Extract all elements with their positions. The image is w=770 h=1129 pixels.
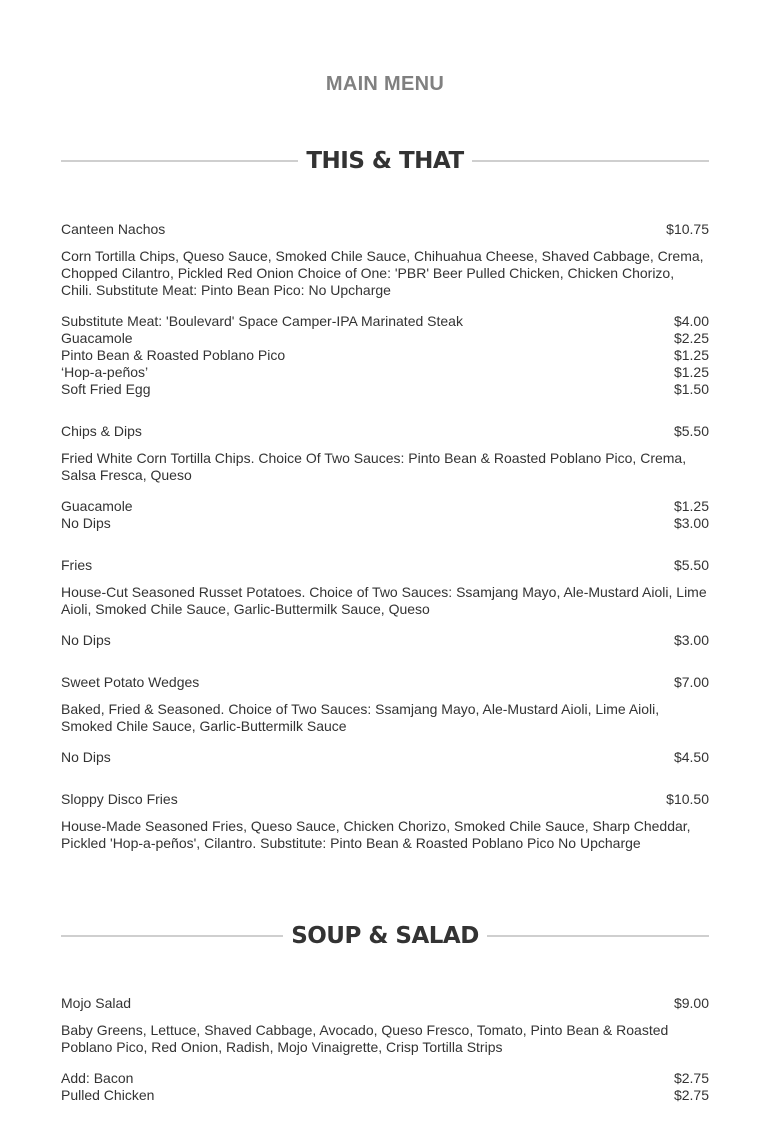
- menu-item-header: [61, 557, 709, 574]
- menu-item-description: Corn Tortilla Chips, Queso Sauce, Smoked Chile Sauce, Chihuahua Cheese, Shaved Cabbage, Crema, Chopped Cilantro, Pickled Red Onion Choice of One: 'PBR' Beer Pulled Chicken, Chicken Chorizo, Chili. Substitute Meat: Pinto Bean Pico: No Upcharge: [61, 248, 704, 298]
- section-this-and-that: [61, 221, 709, 877]
- addon-name: Guacamole: [61, 498, 133, 514]
- section-title: THIS & THAT: [306, 148, 464, 174]
- addon-row: [61, 1070, 709, 1087]
- addon-price: $1.25: [673, 347, 709, 363]
- menu-item-description: House-Made Seasoned Fries, Queso Sauce, Chicken Chorizo, Smoked Chile Sauce, Sharp Cheddar, Pickled 'Hop-a-peños', Cilantro. Substitute: Pinto Bean & Roasted Poblano Pico No Upcharge: [61, 818, 691, 851]
- menu-item-description: House-Cut Seasoned Russet Potatoes. Choice of Two Sauces: Ssamjang Mayo, Ale-Mustard Aioli, Lime Aioli, Smoked Chile Sauce, Garlic-Buttermilk Sauce, Queso: [61, 584, 707, 617]
- menu-item-chips-and-dips: [61, 423, 709, 532]
- section-divider-left: [61, 160, 298, 162]
- addon-price: $3.00: [673, 632, 709, 648]
- addon-price: $2.75: [673, 1087, 709, 1103]
- section-divider-left: [61, 935, 283, 937]
- addon-price: $1.25: [673, 498, 709, 514]
- menu-item-addons: [61, 498, 709, 532]
- menu-item-price: $5.50: [673, 423, 709, 439]
- section-divider-right: [472, 160, 709, 162]
- menu-item-name: Canteen Nachos: [61, 221, 166, 237]
- menu-item-sloppy-disco-fries: [61, 791, 709, 852]
- menu-item-description: Baked, Fried & Seasoned. Choice of Two Sauces: Ssamjang Mayo, Ale-Mustard Aioli, Lime Aioli, Smoked Chile Sauce, Garlic-Buttermilk Sauce: [61, 701, 660, 734]
- addon-name: No Dips: [61, 632, 111, 648]
- addon-row: [61, 313, 709, 330]
- addon-name: ‘Hop-a-peños’: [61, 364, 149, 380]
- menu-item-header: [61, 791, 709, 808]
- menu-item-price: $10.75: [666, 221, 709, 237]
- addon-price: $1.25: [673, 364, 709, 380]
- menu-item-addons: [61, 1070, 709, 1104]
- menu-item-addons: [61, 632, 709, 649]
- addon-name: No Dips: [61, 515, 111, 531]
- addon-name: Pinto Bean & Roasted Poblano Pico: [61, 347, 286, 363]
- addon-price: $3.00: [673, 515, 709, 531]
- menu-item-name: Chips & Dips: [61, 423, 142, 439]
- menu-item-description: Fried White Corn Tortilla Chips. Choice Of Two Sauces: Pinto Bean & Roasted Poblano Pico, Crema, Salsa Fresca, Queso: [61, 450, 687, 483]
- menu-item-addons: [61, 749, 709, 766]
- addon-row: [61, 330, 709, 347]
- menu-item-canteen-nachos: [61, 221, 709, 398]
- menu-item-price: $7.00: [673, 674, 709, 690]
- menu-item-name: Fries: [61, 557, 93, 573]
- addon-price: $2.25: [673, 330, 709, 346]
- addon-row: [61, 364, 709, 381]
- menu-item-header: [61, 674, 709, 691]
- section-header-this-and-that: [61, 145, 709, 177]
- menu-item-mojo-salad: [61, 995, 709, 1104]
- addon-name: Soft Fried Egg: [61, 381, 151, 397]
- addon-price: $4.00: [673, 313, 709, 329]
- addon-price: $2.75: [673, 1070, 709, 1086]
- addon-row: [61, 1087, 709, 1104]
- menu-title: MAIN MENU: [325, 73, 445, 95]
- addon-row: [61, 749, 709, 766]
- menu-item-sweet-potato-wedges: [61, 674, 709, 766]
- addon-name: Substitute Meat: 'Boulevard' Space Camper-IPA Marinated Steak: [61, 313, 463, 329]
- addon-name: Pulled Chicken: [61, 1087, 155, 1103]
- addon-name: No Dips: [61, 749, 111, 765]
- section-soup-and-salad: [61, 995, 709, 1129]
- menu-item-name: Sweet Potato Wedges: [61, 674, 200, 690]
- addon-row: [61, 515, 709, 532]
- section-title: SOUP & SALAD: [291, 923, 479, 949]
- addon-price: $1.50: [673, 381, 709, 397]
- addon-name: Add: Bacon: [61, 1070, 134, 1086]
- menu-item-price: $10.50: [666, 791, 709, 807]
- menu-item-price: $5.50: [673, 557, 709, 573]
- menu-item-price: $9.00: [673, 995, 709, 1011]
- section-divider-right: [487, 935, 709, 937]
- addon-row: [61, 632, 709, 649]
- menu-item-fries: [61, 557, 709, 649]
- addon-name: Guacamole: [61, 330, 133, 346]
- menu-item-addons: [61, 313, 709, 398]
- menu-item-name: Sloppy Disco Fries: [61, 791, 178, 807]
- menu-item-name: Mojo Salad: [61, 995, 132, 1011]
- section-header-soup-and-salad: [61, 920, 709, 952]
- addon-row: [61, 498, 709, 515]
- menu-item-header: [61, 221, 709, 238]
- addon-price: $4.50: [673, 749, 709, 765]
- addon-row: [61, 381, 709, 398]
- addon-row: [61, 347, 709, 364]
- menu-item-description: Baby Greens, Lettuce, Shaved Cabbage, Avocado, Queso Fresco, Tomato, Pinto Bean & Roasted Poblano Pico, Red Onion, Radish, Mojo Vinaigrette, Crisp Tortilla Strips: [61, 1022, 669, 1055]
- menu-item-header: [61, 423, 709, 440]
- menu-item-header: [61, 995, 709, 1012]
